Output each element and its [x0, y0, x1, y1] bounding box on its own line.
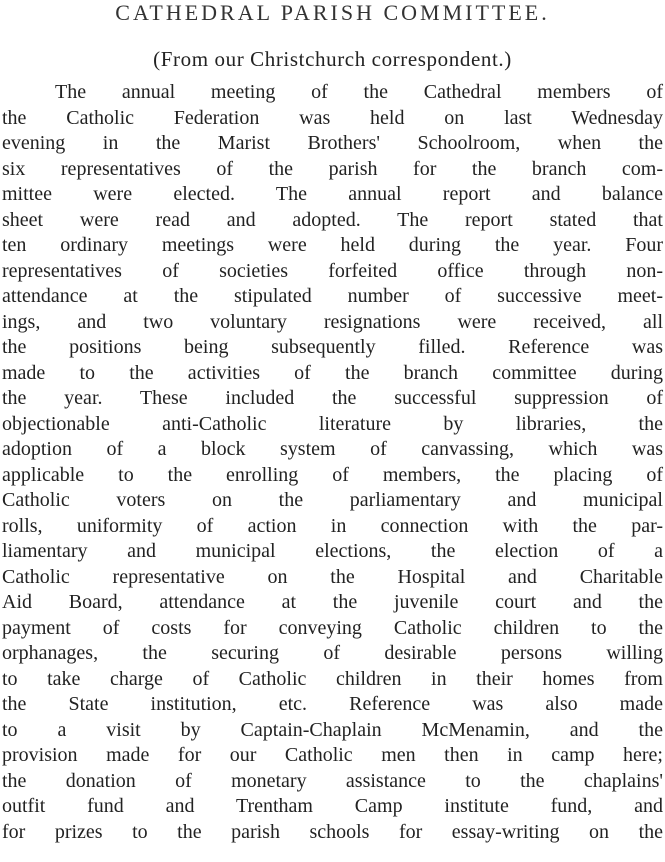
body-line: mittee were elected. The annual report and balance	[2, 183, 663, 205]
body-line: evening in the Marist Brothers' Schoolroom, when the	[2, 132, 663, 154]
body-line: six representatives of the parish for the branch com-	[2, 157, 663, 180]
body-line: to a visit by Captain-Chaplain McMenamin, and the	[2, 718, 663, 741]
body-line: adoption of a block system of canvassing, which was	[2, 438, 663, 460]
body-line: to take charge of Catholic children in their homes from	[2, 667, 663, 690]
body-line: payment of costs for conveying Catholic children to the	[2, 616, 663, 639]
body-line: rolls, uniformity of action in connection with the par-	[2, 514, 663, 537]
body-line: liamentary and municipal elections, the election of a	[2, 540, 663, 562]
body-line: the State institution, etc. Reference was also made	[2, 693, 663, 715]
article-byline: (From our Christchurch correspondent.)	[153, 47, 512, 71]
body-line: objectionable anti-Catholic literature by libraries, the	[2, 412, 663, 435]
body-line: Catholic representative on the Hospital and Charitable	[2, 565, 663, 588]
body-line: The annual meeting of the Cathedral members of	[55, 81, 663, 103]
body-line: for prizes to the parish schools for essay-writing on the	[2, 820, 663, 843]
body-line: attendance at the stipulated number of successive meet-	[2, 285, 663, 307]
body-line: provision made for our Catholic men then in camp here;	[2, 744, 663, 766]
body-line: the donation of monetary assistance to the chaplains'	[2, 769, 663, 792]
body-line: representatives of societies forfeited office through non-	[2, 259, 663, 282]
body-line: applicable to the enrolling of members, the placing of	[2, 463, 663, 486]
body-line: the year. These included the successful suppression of	[2, 387, 663, 409]
body-line: ten ordinary meetings were held during the year. Four	[2, 234, 663, 256]
body-line: the Catholic Federation was held on last Wednesday	[2, 106, 663, 129]
article-headline: CATHEDRAL PARISH COMMITTEE.	[115, 0, 550, 25]
body-line: orphanages, the securing of desirable persons willing	[2, 642, 663, 664]
body-line: outfit fund and Trentham Camp institute fund, and	[2, 795, 663, 817]
body-line: sheet were read and adopted. The report stated that	[2, 208, 663, 231]
body-line: ings, and two voluntary resignations were received, all	[2, 310, 663, 333]
body-line: Catholic voters on the parliamentary and municipal	[2, 489, 663, 511]
body-line: made to the activities of the branch committee during	[2, 361, 663, 384]
body-line: the positions being subsequently filled. Reference was	[2, 336, 663, 358]
article-body	[0, 80, 665, 845]
body-line: Aid Board, attendance at the juvenile court and the	[2, 591, 663, 613]
